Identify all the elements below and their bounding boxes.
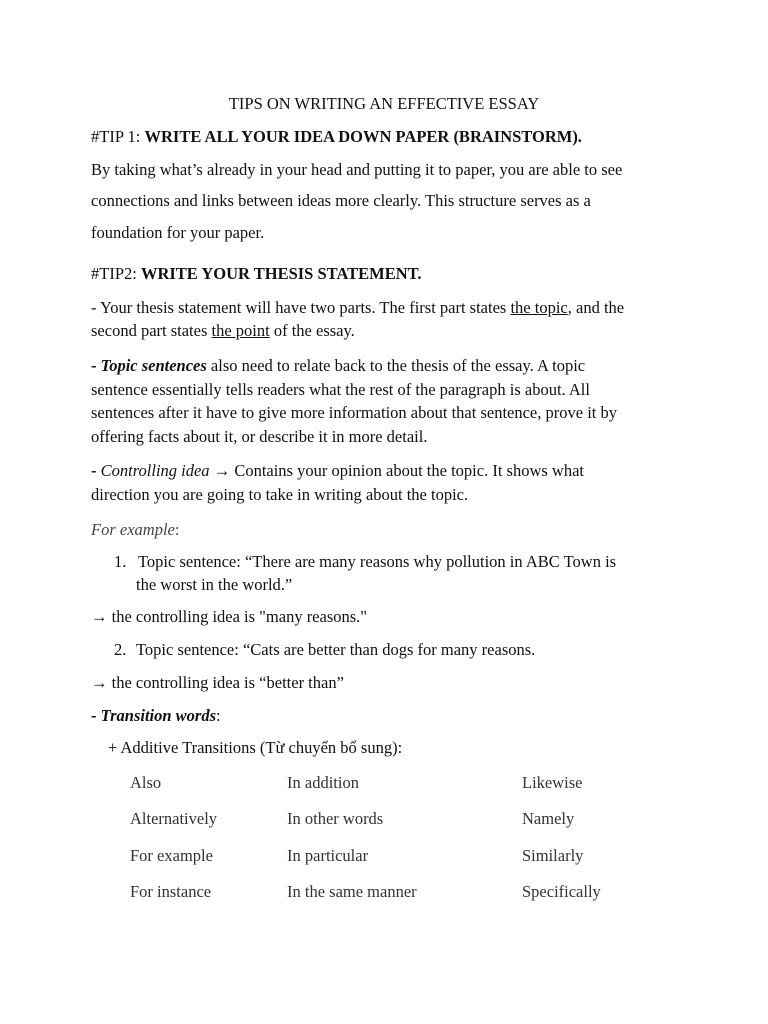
controlling-text: Contains your opinion about the topic. It shows what	[234, 461, 584, 480]
transition-word: In particular	[287, 846, 369, 865]
tip2-prefix: #TIP2:	[91, 264, 141, 283]
example-2-result: → the controlling idea is “better than”	[91, 673, 344, 692]
thesis-text: - Your thesis statement will have two parts. The first part states	[91, 298, 511, 317]
tip1-line-2: connections and links between ideas more clearly. This structure serves as a	[91, 191, 591, 210]
transition-word: Likewise	[522, 773, 583, 792]
topic-sentences-term: Topic sentences	[100, 356, 207, 375]
topic-dash: -	[91, 356, 101, 375]
transition-colon: :	[216, 706, 221, 725]
topic-line-1	[91, 356, 585, 376]
arrow-icon: →	[209, 461, 235, 480]
tip1-heading	[91, 127, 582, 147]
additive-heading: + Additive Transitions (Từ chuyển bổ sung):	[108, 738, 403, 757]
topic-text: also need to relate back to the thesis of the essay. A topic	[206, 356, 586, 375]
controlling-idea-term: Controlling idea	[100, 461, 210, 480]
transition-heading	[91, 706, 221, 726]
transition-word: In other words	[287, 809, 384, 828]
transition-word: For example	[130, 846, 213, 865]
controlling-line-1	[91, 461, 584, 481]
tip1-line-3: foundation for your paper.	[91, 223, 265, 242]
thesis-line-2	[91, 321, 355, 341]
transition-word: In addition	[287, 773, 359, 792]
example-1-number: 1.	[114, 552, 127, 571]
transition-dash: -	[91, 706, 101, 725]
example-colon: :	[174, 520, 180, 539]
example-2-line-1: Topic sentence: “Cats are better than dogs for many reasons.	[136, 640, 536, 659]
transition-word: Alternatively	[130, 809, 218, 828]
example-1-line-2: the worst in the world.”	[136, 575, 293, 594]
topic-line-2: sentence essentially tells readers what the rest of the paragraph is about. All	[91, 380, 590, 399]
example-label-line	[91, 520, 179, 540]
transition-word: For instance	[130, 882, 212, 901]
topic-line-4: offering facts about it, or describe it in more detail.	[91, 427, 428, 446]
tip2-heading	[91, 264, 422, 284]
thesis-text: second part states	[91, 321, 212, 340]
example-2-number: 2.	[114, 640, 127, 659]
example-1-line-1: Topic sentence: “There are many reasons why pollution in ABC Town is	[138, 552, 617, 571]
transition-word: Similarly	[522, 846, 584, 865]
tip1-title: WRITE ALL YOUR IDEA DOWN PAPER (BRAINSTORM).	[144, 127, 582, 146]
controlling-dash: -	[91, 461, 101, 480]
transition-word: Namely	[522, 809, 575, 828]
transition-word: In the same manner	[287, 882, 417, 901]
controlling-line-2: direction you are going to take in writing about the topic.	[91, 485, 469, 504]
transition-words-term: Transition words	[100, 706, 217, 725]
thesis-topic-underline: the topic	[510, 298, 568, 317]
thesis-point-underline: the point	[211, 321, 270, 340]
transition-word: Specifically	[522, 882, 601, 901]
example-1-result: → the controlling idea is "many reasons."	[91, 607, 368, 626]
thesis-text: , and the	[567, 298, 625, 317]
tip1-line-1: By taking what’s already in your head and putting it to paper, you are able to see	[91, 160, 623, 179]
topic-line-3: sentences after it have to give more information about that sentence, prove it by	[91, 403, 617, 422]
tip1-prefix: #TIP 1:	[91, 127, 145, 146]
tip2-title: WRITE YOUR THESIS STATEMENT.	[140, 264, 422, 283]
thesis-line-1	[91, 298, 624, 318]
example-label: For example	[91, 520, 175, 539]
page-title: TIPS ON WRITING AN EFFECTIVE ESSAY	[228, 94, 540, 113]
thesis-text: of the essay.	[269, 321, 355, 340]
transition-word: Also	[130, 773, 162, 792]
